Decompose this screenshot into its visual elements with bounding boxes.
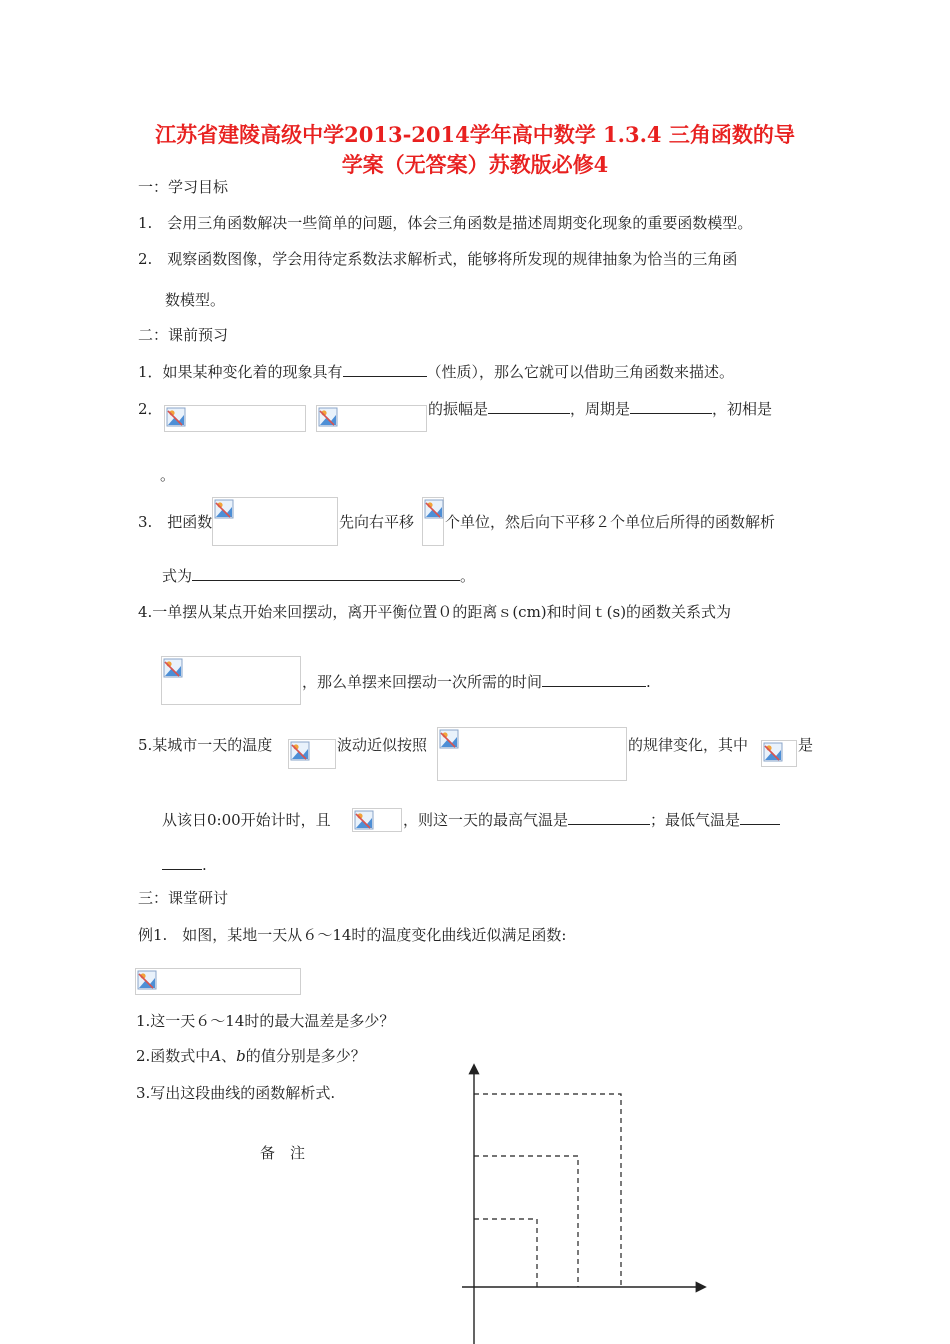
question-2-end: 。 — [160, 466, 176, 484]
question-5-text-a: 波动近似按照 — [337, 736, 428, 754]
goal-item-2-line-2: 数模型。 — [165, 291, 226, 309]
goal-item-2-line-1: 2. 观察函数图像，学会用待定系数法求解析式，能够将所发现的规律抽象为恰当的三角函 — [138, 250, 738, 268]
example-question-1: 1.这一天６～14时的最大温差是多少？ — [136, 1012, 395, 1030]
example-question-3: 3.写出这段曲线的函数解析式. — [136, 1084, 336, 1102]
question-2-number: 2． — [138, 400, 163, 418]
variable-a: A — [210, 1047, 222, 1065]
question-4-text-b: ，那么单摆来回摆动一次所需的时间 — [302, 673, 543, 691]
question-5-text-b: 的规律变化，其中 — [628, 736, 749, 754]
question-5-text-d: 从该日0:00开始计时，且 — [162, 811, 331, 829]
dashed-guide-lines — [474, 1094, 621, 1287]
question-2-text-a: 的振幅是 — [428, 400, 489, 418]
question-5-text-c: 是 — [798, 736, 814, 754]
goal-item-1: 1. 会用三角函数解决一些简单的问题，体会三角函数是描述周期变化现象的重要函数模型。 — [138, 214, 753, 232]
dashed-guide-middle — [474, 1156, 578, 1287]
question-3-text-a: 先向右平移 — [339, 513, 415, 531]
variable-b: b — [236, 1047, 246, 1065]
section-heading-goals: 一：学习目标 — [138, 178, 229, 196]
section-heading-class-study: 三：课堂研讨 — [138, 889, 229, 907]
section-heading-preview: 二：课前预习 — [138, 326, 229, 344]
question-1-text-a: 1．如果某种变化着的现象具有 — [138, 363, 343, 381]
example-question-2-text-c: 的值分别是多少？ — [245, 1047, 366, 1065]
dashed-guide-inner — [474, 1219, 537, 1287]
question-4-end: . — [646, 673, 651, 691]
example-question-2-text-a: 2.函数式中 — [136, 1047, 211, 1065]
question-3-text-b: 个单位，然后向下平移２个单位后所得的函数解析 — [445, 513, 776, 531]
example-1-intro: 例1. 如图，某地一天从６～14时的温度变化曲线近似满足函数: — [138, 926, 567, 944]
note-label: 备 注 — [260, 1144, 306, 1162]
question-1-text-b: （性质），那么它就可以借助三角函数来描述。 — [426, 363, 735, 381]
question-2-text-b: ，周期是 — [570, 400, 631, 418]
separator: 、 — [221, 1047, 237, 1065]
question-4-line-1: 4.一单摆从某点开始来回摆动，离开平衡位置０的距离ｓ(cm)和时间ｔ(s)的函数关系式为 — [138, 603, 732, 621]
dashed-guide-outer — [474, 1094, 621, 1287]
question-2-text-c: ，初相是 — [712, 400, 773, 418]
page-title-line-1: 江苏省建陵高级中学2013-2014学年高中数学 1.3.4 三角函数的导 — [155, 122, 795, 147]
page-title-line-2: 学案（无答案）苏教版必修4 — [341, 152, 609, 177]
question-3-end: 。 — [460, 567, 476, 585]
question-5-end: . — [202, 856, 207, 874]
question-5-number: 5.某城市一天的温度 — [138, 736, 273, 754]
question-3-number: 3. 把函数 — [138, 513, 213, 531]
question-3-text-c: 式为 — [162, 567, 193, 585]
question-5-text-e: ，则这一天的最高气温是 — [403, 811, 569, 829]
question-5-text-f: ；最低气温是 — [650, 811, 741, 829]
